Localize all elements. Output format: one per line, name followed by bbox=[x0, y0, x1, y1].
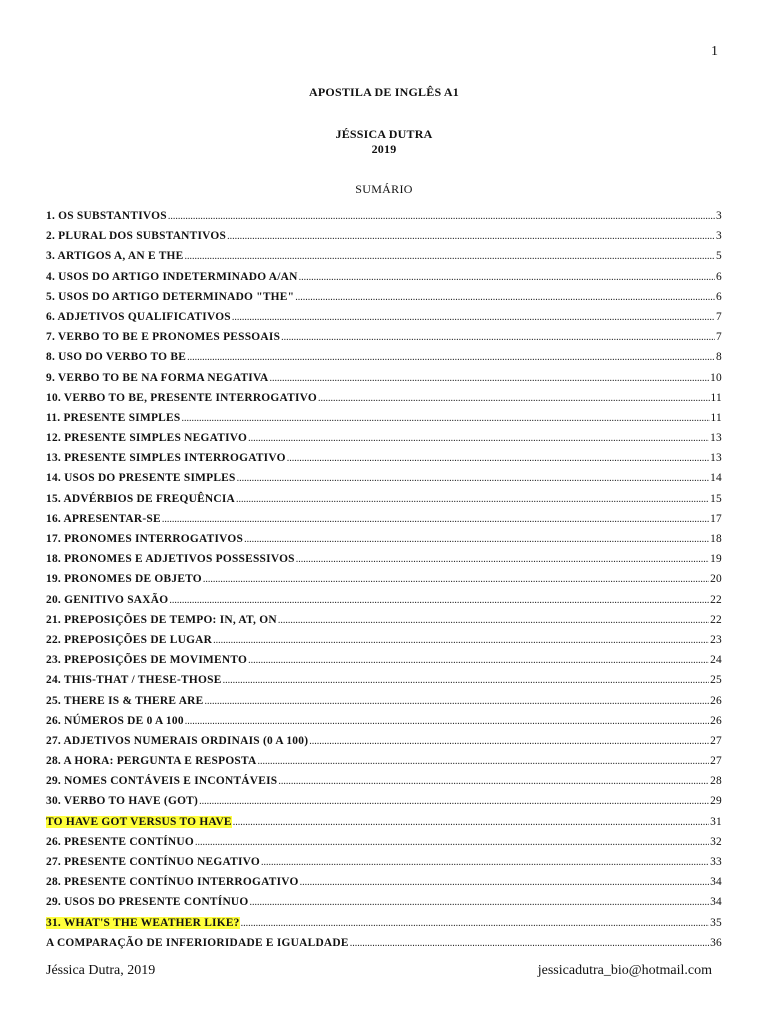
toc-entry[interactable] bbox=[46, 573, 722, 593]
toc-entry[interactable] bbox=[46, 836, 722, 856]
toc-entry[interactable] bbox=[46, 654, 722, 674]
toc-entry[interactable] bbox=[46, 493, 722, 513]
toc-entry-label: 22. PREPOSIÇÕES DE LUGAR bbox=[46, 633, 213, 646]
toc-entry[interactable] bbox=[46, 351, 722, 371]
toc-entry-page: 6 bbox=[716, 290, 722, 303]
toc-dot-leader bbox=[185, 716, 709, 727]
toc-dot-leader bbox=[244, 534, 709, 545]
page-number: 1 bbox=[711, 44, 718, 59]
toc-entry-page: 18 bbox=[710, 533, 722, 545]
toc-entry-label: 16. APRESENTAR-SE bbox=[46, 512, 161, 525]
toc-dot-leader bbox=[300, 877, 709, 888]
toc-dot-leader bbox=[227, 231, 715, 242]
toc-entry-label: 14. USOS DO PRESENTE SIMPLES bbox=[46, 472, 236, 485]
toc-entry-label: 13. PRESENTE SIMPLES INTERROGATIVO bbox=[46, 452, 286, 465]
toc-entry-page: 6 bbox=[716, 270, 722, 283]
toc-entry-page: 26 bbox=[710, 694, 722, 707]
toc-dot-leader bbox=[281, 332, 715, 343]
toc-dot-leader bbox=[181, 413, 709, 424]
toc-entry-page: 32 bbox=[710, 835, 722, 848]
toc-entry[interactable] bbox=[46, 250, 722, 270]
toc-entry-label: 30. VERBO TO HAVE (GOT) bbox=[46, 795, 199, 808]
toc-entry-page: 17 bbox=[710, 512, 722, 525]
toc-entry-label: 20. GENITIVO SAXÃO bbox=[46, 593, 169, 606]
toc-dot-leader bbox=[250, 897, 710, 908]
toc-entry-page: 15 bbox=[710, 492, 722, 505]
toc-entry[interactable] bbox=[46, 432, 722, 452]
toc-entry[interactable] bbox=[46, 614, 722, 634]
toc-entry[interactable] bbox=[46, 311, 722, 331]
toc-entry-label: 18. PRONOMES E ADJETIVOS POSSESSIVOS bbox=[46, 553, 295, 566]
toc-dot-leader bbox=[195, 837, 709, 848]
toc-dot-leader bbox=[199, 796, 709, 807]
toc-dot-leader bbox=[236, 494, 709, 505]
toc-dot-leader bbox=[223, 675, 710, 686]
toc-dot-leader bbox=[296, 554, 709, 565]
toc-entry-label: 26. PRESENTE CONTÍNUO bbox=[46, 835, 194, 848]
toc-dot-leader bbox=[248, 433, 709, 444]
toc-entry[interactable] bbox=[46, 331, 722, 351]
toc-dot-leader bbox=[269, 373, 709, 384]
toc-entry-page: 3 bbox=[716, 210, 722, 222]
toc-entry[interactable] bbox=[46, 412, 722, 432]
toc-entry[interactable] bbox=[46, 553, 722, 573]
toc-entry-page: 34 bbox=[710, 876, 722, 889]
toc-dot-leader bbox=[248, 655, 709, 666]
toc-entry-label: 10. VERBO TO BE, PRESENTE INTERROGATIVO bbox=[46, 391, 318, 404]
toc-entry-page: 22 bbox=[710, 593, 722, 606]
toc-dot-leader bbox=[258, 756, 710, 767]
toc-dot-leader bbox=[295, 292, 715, 303]
toc-entry[interactable] bbox=[46, 513, 722, 533]
toc-entry-page: 28 bbox=[710, 775, 722, 788]
toc-entry[interactable] bbox=[46, 472, 722, 492]
toc-entry-label: 4. USOS DO ARTIGO INDETERMINADO A/AN bbox=[46, 270, 298, 283]
toc-entry-label: 29. USOS DO PRESENTE CONTÍNUO bbox=[46, 896, 249, 909]
toc-entry[interactable] bbox=[46, 735, 722, 755]
toc-dot-leader bbox=[203, 574, 709, 585]
toc-dot-leader bbox=[309, 736, 709, 747]
toc-entry-page: 3 bbox=[716, 230, 722, 243]
toc-entry-label: 23. PREPOSIÇÕES DE MOVIMENTO bbox=[46, 654, 248, 667]
toc-entry-page: 25 bbox=[710, 674, 722, 687]
toc-entry-page: 8 bbox=[716, 351, 722, 364]
toc-entry[interactable] bbox=[46, 533, 722, 553]
toc-dot-leader bbox=[278, 776, 709, 787]
footer-email: jessicadutra_bio@hotmail.com bbox=[537, 963, 712, 978]
toc-entry[interactable] bbox=[46, 291, 722, 311]
toc-dot-leader bbox=[213, 635, 709, 646]
toc-entry-page: 23 bbox=[710, 633, 722, 646]
table-of-contents bbox=[46, 210, 722, 957]
toc-entry[interactable] bbox=[46, 452, 722, 472]
toc-dot-leader bbox=[205, 696, 710, 707]
toc-entry-page: 5 bbox=[716, 250, 722, 263]
toc-entry-page: 34 bbox=[710, 896, 722, 909]
toc-dot-leader bbox=[237, 473, 709, 484]
toc-entry-label: 21. PREPOSIÇÕES DE TEMPO: IN, AT, ON bbox=[46, 613, 277, 626]
toc-entry[interactable] bbox=[46, 896, 722, 916]
toc-entry[interactable] bbox=[46, 210, 722, 230]
toc-entry-label: A COMPARAÇÃO DE INFERIORIDADE E IGUALDADE bbox=[46, 936, 349, 949]
toc-entry[interactable] bbox=[46, 372, 722, 392]
toc-entry-page: 10 bbox=[710, 371, 722, 384]
toc-entry-label: 6. ADJETIVOS QUALIFICATIVOS bbox=[46, 310, 231, 323]
toc-entry-page: 7 bbox=[716, 331, 722, 344]
toc-entry[interactable] bbox=[46, 594, 722, 614]
toc-entry[interactable] bbox=[46, 695, 722, 715]
toc-entry-page: 7 bbox=[716, 310, 722, 323]
toc-entry-label: 3. ARTIGOS A, AN E THE bbox=[46, 250, 184, 263]
toc-dot-leader bbox=[185, 251, 716, 262]
toc-entry-page: 14 bbox=[710, 472, 722, 485]
toc-entry-page: 33 bbox=[710, 856, 722, 868]
toc-entry[interactable] bbox=[46, 775, 722, 795]
toc-entry-label: 15. ADVÉRBIOS DE FREQUÊNCIA bbox=[46, 492, 236, 505]
toc-entry[interactable] bbox=[46, 876, 722, 896]
toc-entry-label: 12. PRESENTE SIMPLES NEGATIVO bbox=[46, 432, 248, 445]
toc-entry-page: 22 bbox=[710, 613, 722, 626]
toc-dot-leader bbox=[232, 312, 715, 323]
toc-entry[interactable] bbox=[46, 755, 722, 775]
toc-dot-leader bbox=[233, 817, 709, 828]
summary-heading: SUMÁRIO bbox=[355, 182, 413, 196]
toc-entry[interactable] bbox=[46, 674, 722, 694]
toc-entry-label: 27. PRESENTE CONTÍNUO NEGATIVO bbox=[46, 856, 261, 868]
toc-entry-label: 1. OS SUBSTANTIVOS bbox=[46, 210, 167, 222]
toc-entry-page: 26 bbox=[710, 714, 722, 727]
toc-entry-page: 36 bbox=[710, 936, 722, 949]
toc-entry-label: 17. PRONOMES INTERROGATIVOS bbox=[46, 533, 244, 545]
toc-entry-label: 5. USOS DO ARTIGO DETERMINADO "THE" bbox=[46, 290, 295, 303]
toc-entry-label: 19. PRONOMES DE OBJETO bbox=[46, 573, 202, 586]
toc-entry-page: 27 bbox=[710, 755, 722, 768]
toc-entry-label: TO HAVE GOT VERSUS TO HAVE bbox=[46, 815, 232, 828]
toc-entry-label: 27. ADJETIVOS NUMERAIS ORDINAIS (0 A 100) bbox=[46, 734, 309, 747]
toc-entry[interactable] bbox=[46, 230, 722, 250]
toc-entry-label: 11. PRESENTE SIMPLES bbox=[46, 411, 181, 424]
toc-entry[interactable] bbox=[46, 856, 722, 876]
toc-entry[interactable] bbox=[46, 715, 722, 735]
toc-entry-page: 29 bbox=[710, 795, 722, 808]
toc-dot-leader bbox=[241, 918, 709, 929]
toc-dot-leader bbox=[168, 211, 715, 222]
toc-entry-label: 24. THIS-THAT / THESE-THOSE bbox=[46, 674, 222, 687]
author-name: JÉSSICA DUTRA bbox=[335, 127, 433, 141]
toc-entry-page: 13 bbox=[710, 432, 722, 445]
toc-dot-leader bbox=[350, 938, 709, 949]
toc-entry-label: 29. NOMES CONTÁVEIS E INCONTÁVEIS bbox=[46, 775, 278, 788]
toc-entry-label: 2. PLURAL DOS SUBSTANTIVOS bbox=[46, 230, 227, 243]
toc-entry-page: 11 bbox=[710, 411, 722, 424]
toc-entry[interactable] bbox=[46, 917, 722, 937]
toc-dot-leader bbox=[287, 453, 709, 464]
toc-entry-page: 31 bbox=[710, 815, 722, 828]
toc-dot-leader bbox=[318, 393, 709, 404]
toc-dot-leader bbox=[299, 272, 715, 283]
toc-entry-page: 11 bbox=[710, 391, 722, 404]
document-title: APOSTILA DE INGLÊS A1 bbox=[309, 85, 459, 99]
toc-entry-label: 7. VERBO TO BE E PRONOMES PESSOAIS bbox=[46, 331, 281, 344]
toc-dot-leader bbox=[261, 857, 709, 868]
document-year: 2019 bbox=[371, 142, 397, 156]
toc-entry-label: 28. PRESENTE CONTÍNUO INTERROGATIVO bbox=[46, 876, 299, 889]
toc-entry-label: 26. NÚMEROS DE 0 A 100 bbox=[46, 714, 184, 727]
toc-entry-page: 13 bbox=[710, 452, 722, 465]
toc-entry[interactable] bbox=[46, 816, 722, 836]
toc-entry-page: 20 bbox=[710, 573, 722, 586]
toc-entry-label: 9. VERBO TO BE NA FORMA NEGATIVA bbox=[46, 371, 269, 384]
toc-entry-label: 28. A HORA: PERGUNTA E RESPOSTA bbox=[46, 755, 257, 768]
toc-entry[interactable] bbox=[46, 937, 722, 957]
toc-dot-leader bbox=[278, 615, 709, 626]
toc-dot-leader bbox=[187, 352, 715, 363]
toc-entry-page: 35 bbox=[710, 916, 722, 929]
toc-entry-page: 19 bbox=[710, 553, 722, 566]
toc-entry-page: 27 bbox=[710, 734, 722, 747]
toc-entry-page: 24 bbox=[710, 654, 722, 667]
toc-entry-label: 8. USO DO VERBO TO BE bbox=[46, 351, 187, 364]
toc-dot-leader bbox=[169, 595, 709, 606]
toc-dot-leader bbox=[162, 514, 709, 525]
toc-entry-label: 25. THERE IS & THERE ARE bbox=[46, 694, 204, 707]
toc-entry[interactable] bbox=[46, 795, 722, 815]
toc-entry[interactable] bbox=[46, 271, 722, 291]
toc-entry-label: 31. WHAT'S THE WEATHER LIKE? bbox=[46, 916, 240, 929]
toc-entry[interactable] bbox=[46, 634, 722, 654]
footer-author: Jéssica Dutra, 2019 bbox=[46, 963, 156, 978]
toc-entry[interactable] bbox=[46, 392, 722, 412]
